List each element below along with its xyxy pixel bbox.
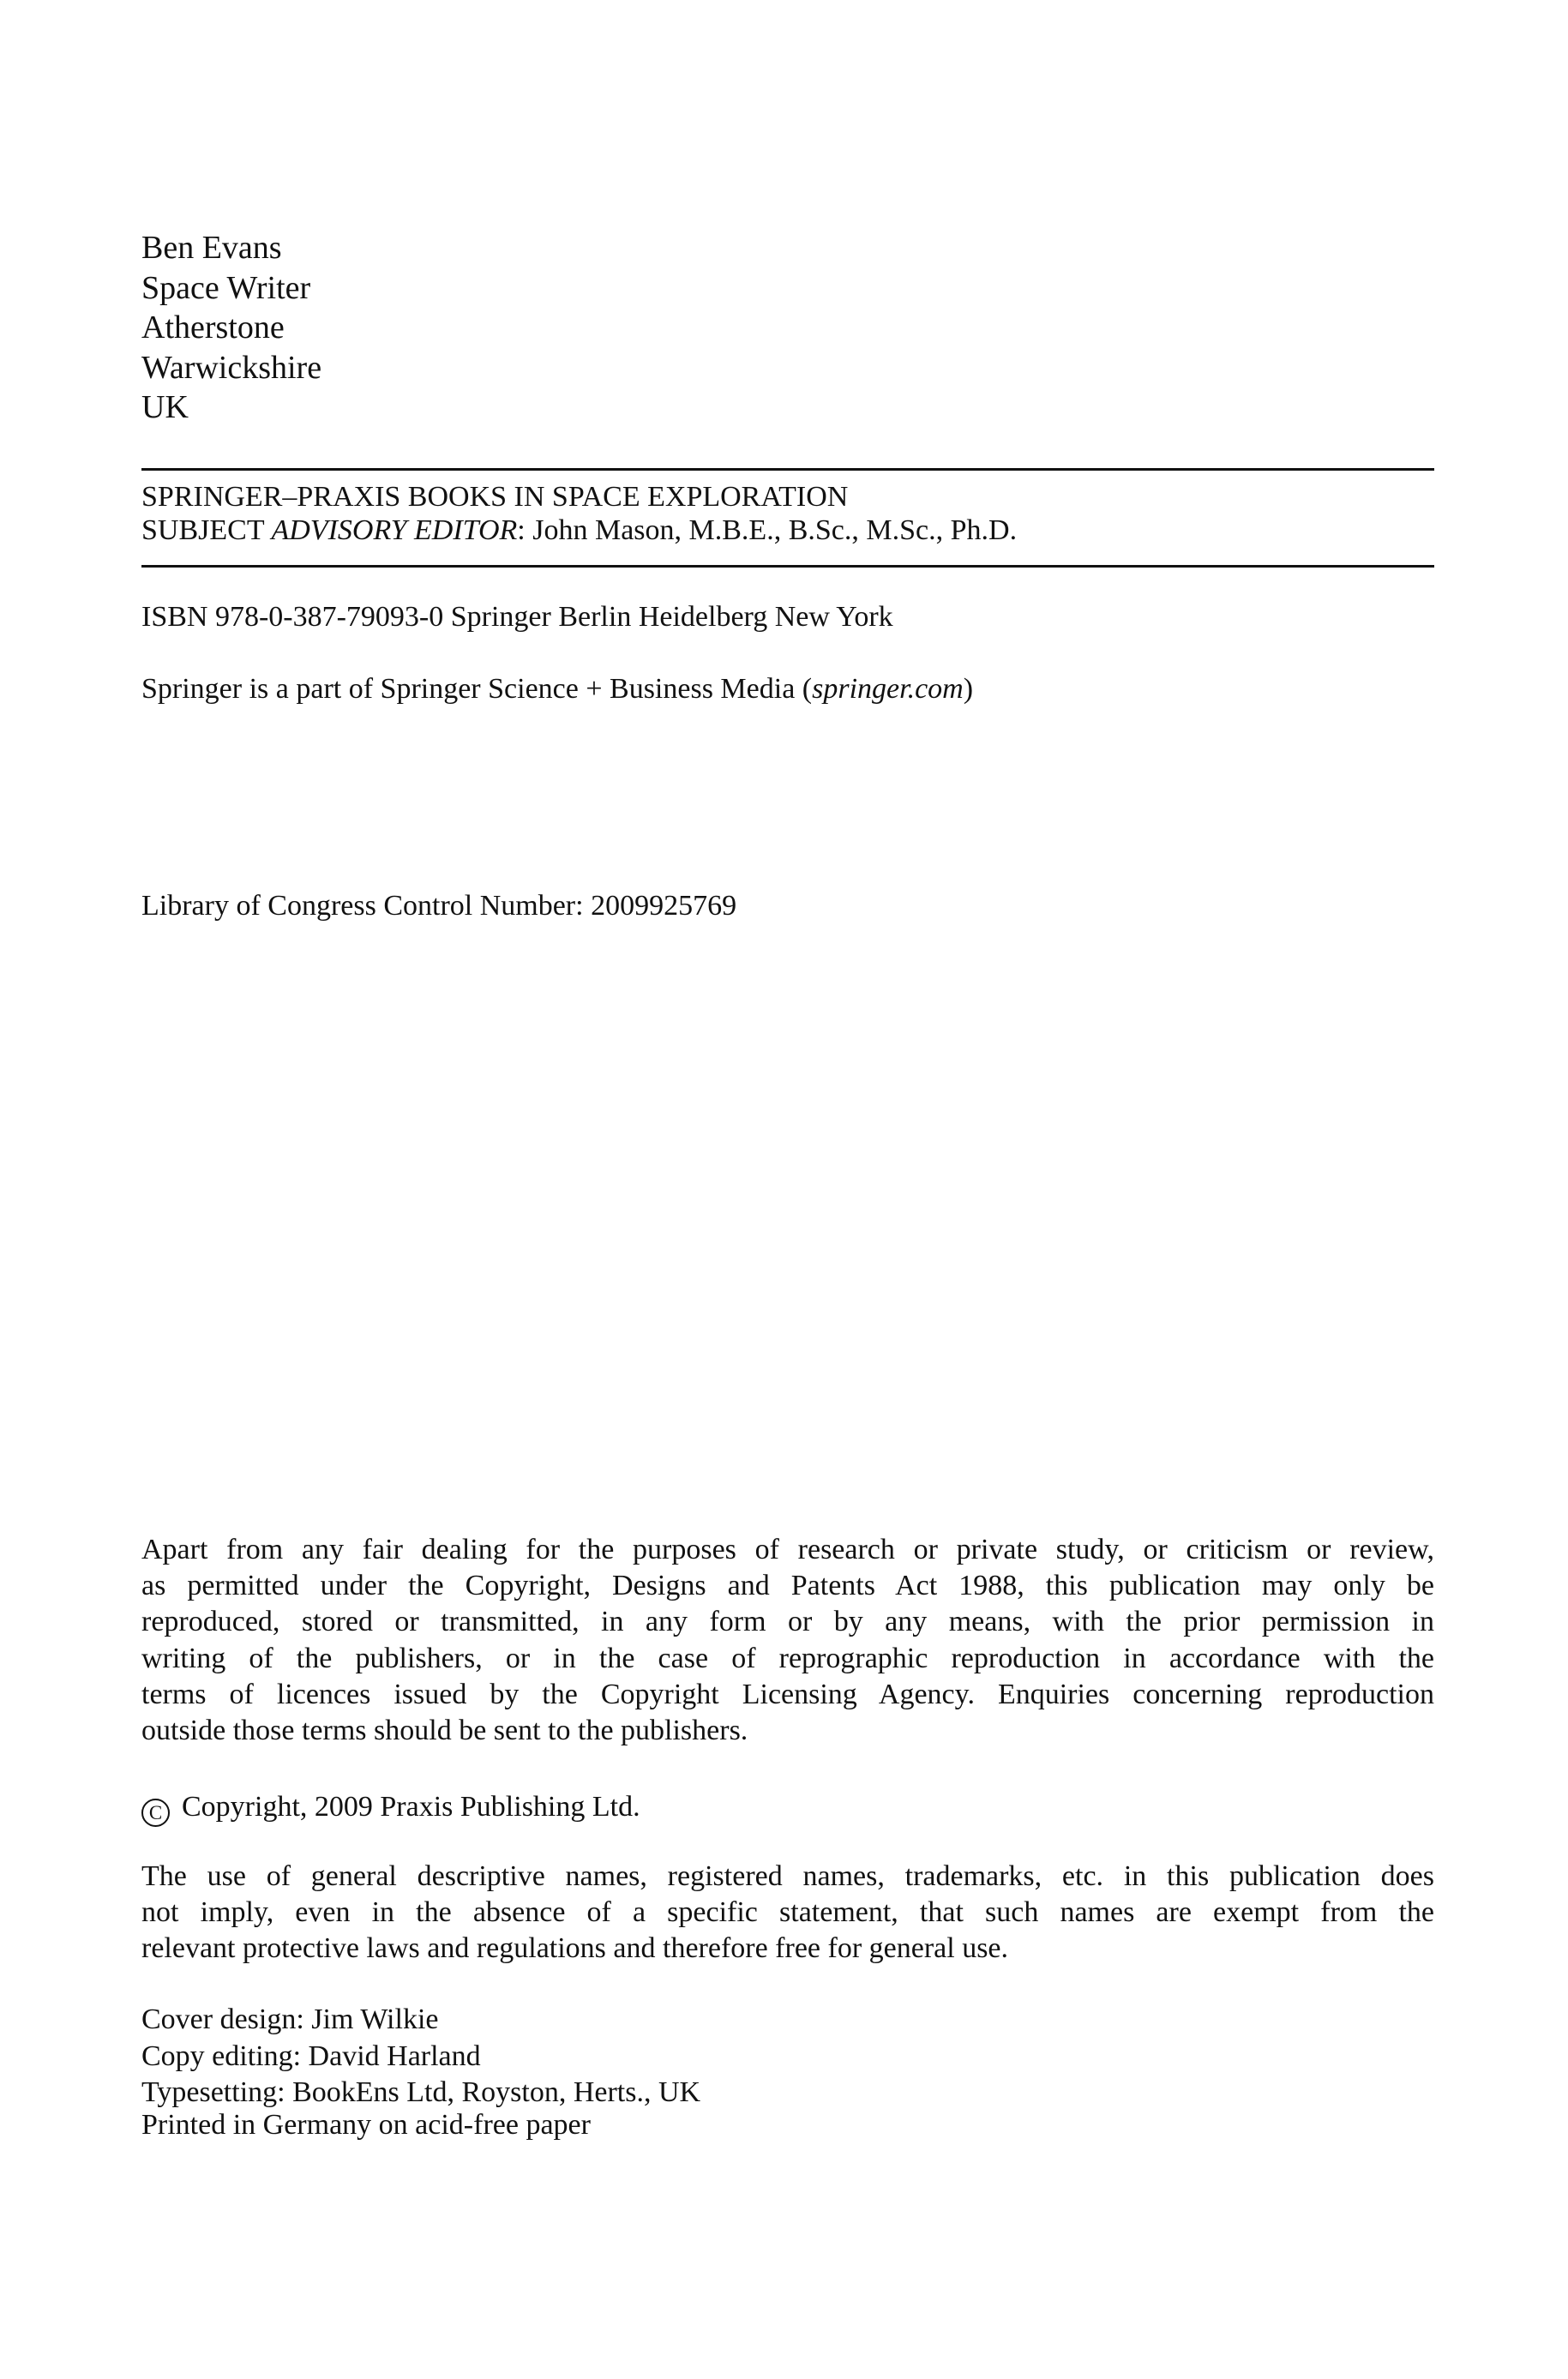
address-county: Warwickshire bbox=[141, 349, 322, 386]
trademark-line: not imply, even in the absence of a specific statement, that such names are exempt from the bbox=[141, 1896, 1434, 1929]
printed-text: Printed in Germany on acid-free paper bbox=[141, 2109, 591, 2141]
library-of-congress bbox=[141, 889, 1434, 923]
legal-line: Apart from any fair dealing for the purposes of research or private study, or criticism or review, bbox=[141, 1534, 1434, 1565]
legal-line: reproduced, stored or transmitted, in any form or by any means, with the prior permission in bbox=[141, 1606, 1434, 1638]
printing-note bbox=[141, 2108, 1434, 2142]
series-editor bbox=[141, 514, 1434, 547]
legal-notice bbox=[141, 1532, 1434, 1749]
author-name: Ben Evans bbox=[141, 230, 282, 266]
production-credits bbox=[141, 2002, 1434, 2112]
series-subject-prefix: SUBJECT bbox=[141, 514, 272, 546]
copy-editing-credit: Copy editing: David Harland bbox=[141, 2040, 481, 2072]
legal-line: as permitted under the Copyright, Designs and Patents Act 1988, this publication may only be bbox=[141, 1570, 1434, 1602]
springer-statement bbox=[141, 672, 1434, 706]
copyright-symbol: C bbox=[141, 1799, 170, 1827]
copyright-text: Copyright, 2009 Praxis Publishing Ltd. bbox=[182, 1791, 640, 1823]
trademark-notice bbox=[141, 1859, 1434, 1967]
series-block bbox=[141, 480, 1434, 547]
springer-suffix: ) bbox=[963, 673, 974, 705]
trademark-line: relevant protective laws and regulations and therefore free for general use. bbox=[141, 1932, 1009, 1965]
legal-line: writing of the publishers, or in the case of reprographic reproduction in accordance with the bbox=[141, 1642, 1434, 1674]
springer-prefix: Springer is a part of Springer Science + Business Media ( bbox=[141, 673, 813, 705]
series-rule-bottom bbox=[141, 565, 1434, 568]
address-country: UK bbox=[141, 389, 189, 425]
isbn-line bbox=[141, 600, 1434, 634]
copyright-notice bbox=[141, 1790, 1434, 1827]
legal-line: outside those terms should be sent to the publishers. bbox=[141, 1715, 748, 1747]
series-rule-top bbox=[141, 468, 1434, 471]
typesetting-credit: Typesetting: BookEns Ltd, Royston, Herts., UK bbox=[141, 2076, 701, 2108]
series-editor-role: ADVISORY EDITOR bbox=[271, 514, 518, 546]
trademark-line: The use of general descriptive names, registered names, trademarks, etc. in this publication does bbox=[141, 1860, 1434, 1892]
legal-line: terms of licences issued by the Copyright Licensing Agency. Enquiries concerning reproduction bbox=[141, 1678, 1434, 1710]
author-title: Space Writer bbox=[141, 269, 311, 306]
address-town: Atherstone bbox=[141, 309, 285, 345]
series-title: SPRINGER–PRAXIS BOOKS IN SPACE EXPLORATION bbox=[141, 481, 849, 513]
copyright-line bbox=[141, 1790, 1434, 1827]
series-editor-name: : John Mason, M.B.E., B.Sc., M.Sc., Ph.D. bbox=[517, 514, 1018, 546]
springer-site: springer.com bbox=[812, 673, 964, 705]
author-address bbox=[141, 228, 1434, 428]
springer-line bbox=[141, 672, 1434, 706]
isbn-text: ISBN 978-0-387-79093-0 Springer Berlin Heidelberg New York bbox=[141, 601, 893, 633]
loc-number: Library of Congress Control Number: 2009925769 bbox=[141, 890, 737, 922]
cover-design-credit: Cover design: Jim Wilkie bbox=[141, 2004, 439, 2035]
